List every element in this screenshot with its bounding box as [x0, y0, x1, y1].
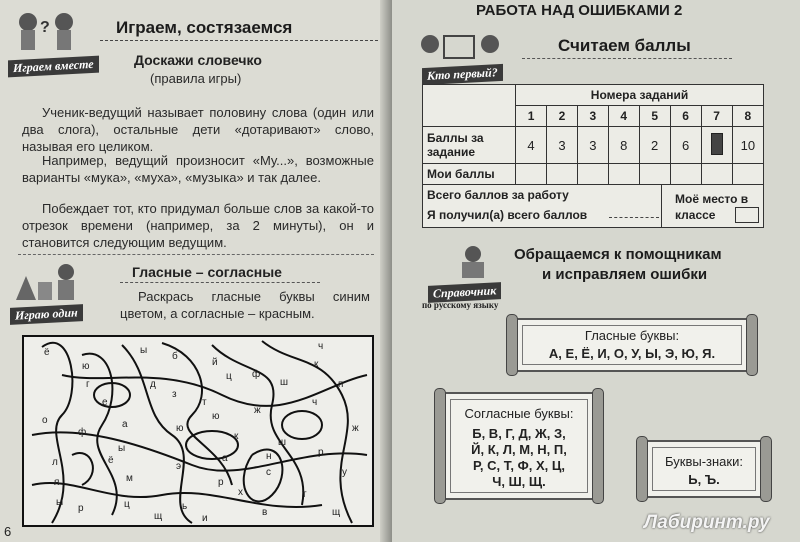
errors-heading: РАБОТА НАД ОШИБКАМИ 2	[476, 2, 683, 19]
maze-letter[interactable]: е	[102, 397, 108, 408]
maze-letter[interactable]: я	[54, 477, 60, 488]
score-badge: Кто первый?	[422, 64, 503, 85]
maze-letter[interactable]: ы	[118, 443, 126, 454]
maze-letter[interactable]: и	[202, 513, 208, 524]
helper-illustration	[448, 244, 498, 280]
rules-paragraph-2: Например, ведущий произносит «Му...», возможные варианты «мука», «муха», «музыка» и так далее.	[22, 153, 374, 185]
maze-letter[interactable]: г	[86, 379, 90, 390]
score-illustration	[416, 30, 506, 64]
maze-letter[interactable]: а	[122, 419, 128, 430]
divider	[18, 254, 374, 255]
points-4: 8	[608, 127, 639, 164]
vowels-title: Гласные буквы:	[584, 328, 680, 343]
letter-maze[interactable]	[22, 335, 374, 527]
kids-icon	[8, 8, 86, 54]
tasks-header: Номера заданий	[516, 85, 764, 106]
consonants-scroll	[442, 392, 596, 500]
play-together-illustration	[8, 8, 86, 54]
blocks-icon	[10, 262, 90, 302]
maze-letter[interactable]: х	[238, 487, 243, 498]
maze-letter[interactable]: м	[126, 473, 133, 484]
task-number-1: 1	[516, 106, 547, 127]
labirint-watermark: Лабиринт.ру	[644, 512, 770, 533]
game-subtitle: (правила игры)	[150, 71, 242, 86]
my-points-cell[interactable]	[608, 164, 639, 185]
my-points-cell[interactable]	[701, 164, 732, 185]
maze-letter[interactable]: т	[202, 397, 207, 408]
points-8: 10	[732, 127, 763, 164]
points-2: 3	[547, 127, 578, 164]
helper-badge-sub: по русскому языку	[422, 300, 499, 310]
maze-letter[interactable]: т	[302, 489, 307, 500]
maze-letter[interactable]: ж	[254, 405, 261, 416]
maze-letter[interactable]: н	[266, 451, 272, 462]
maze-letter[interactable]: ч	[312, 397, 318, 408]
my-points-cell[interactable]	[639, 164, 670, 185]
score-title: Считаем баллы	[558, 36, 691, 55]
maze-letter[interactable]: д	[150, 379, 156, 390]
maze-letter[interactable]: ж	[352, 423, 359, 434]
play-alone-illustration	[10, 262, 90, 302]
maze-letter[interactable]: ч	[318, 341, 324, 352]
title-underline	[120, 282, 320, 283]
helper-title-2: и исправляем ошибки	[542, 266, 708, 283]
helper-badge: Справочник	[428, 282, 501, 303]
task-number-5: 5	[639, 106, 670, 127]
signs-title: Буквы-знаки:	[665, 454, 743, 469]
consonants-line-4: Ч, Ш, Щ.	[492, 474, 546, 489]
maze-letter[interactable]: р	[218, 477, 224, 488]
section-title-vowels: Гласные – согласные	[132, 264, 282, 280]
maze-letter[interactable]: щ	[154, 511, 163, 522]
my-points-cell[interactable]	[670, 164, 701, 185]
maze-letter[interactable]: э	[176, 461, 182, 472]
my-points-cell[interactable]	[732, 164, 763, 185]
race-icon	[416, 30, 506, 64]
maze-letter[interactable]: щ	[332, 507, 341, 518]
consonants-title: Согласные буквы:	[464, 406, 574, 421]
left-page	[0, 0, 392, 542]
pencil-icon	[711, 133, 723, 155]
received-label: Я получил(а) всего баллов	[427, 208, 588, 222]
maze-letter[interactable]: ф	[252, 369, 261, 380]
maze-letter[interactable]: й	[212, 357, 218, 368]
score-table	[422, 84, 764, 228]
maze-letter[interactable]: п	[338, 379, 344, 390]
points-5: 2	[639, 127, 670, 164]
maze-letter[interactable]: ь	[182, 501, 188, 512]
book-helper-icon	[448, 244, 498, 280]
maze-letter[interactable]: ш	[280, 377, 289, 388]
maze-letter[interactable]: у	[342, 467, 347, 478]
play-together-badge: Играем вместе	[8, 56, 99, 78]
task-number-2: 2	[547, 106, 578, 127]
points-7	[701, 127, 732, 164]
section-title-play: Играем, состязаемся	[116, 18, 293, 37]
maze-letter[interactable]: ю	[176, 423, 184, 434]
maze-letter[interactable]: ю	[82, 361, 90, 372]
maze-letter[interactable]: ц	[124, 499, 130, 510]
helper-title-1: Обращаемся к помощникам	[514, 246, 722, 263]
maze-letter[interactable]: р	[318, 447, 324, 458]
maze-letter[interactable]: о	[42, 415, 48, 426]
signs-list: Ь, Ъ.	[688, 472, 720, 487]
my-points-label: Мои баллы	[423, 164, 516, 185]
consonants-line-2: Й, К, Л, М, Н, П,	[471, 442, 567, 457]
points-label: Баллы за задание	[423, 127, 516, 164]
title-underline	[522, 58, 732, 59]
place-divider	[661, 185, 662, 227]
page-number: 6	[4, 524, 12, 539]
total-label: Всего баллов за работу	[427, 188, 569, 202]
task-number-6: 6	[670, 106, 701, 127]
rules-paragraph-1: Ученик-ведущий называет половину слова (один или два слога), остальные дети «дотаривают» слово, называя его целиком.	[22, 105, 374, 154]
task-number-3: 3	[577, 106, 608, 127]
received-input[interactable]	[609, 217, 659, 218]
maze-letter[interactable]: р	[78, 503, 84, 514]
maze-letter[interactable]: ё	[44, 347, 50, 358]
play-alone-badge: Играю один	[10, 304, 83, 325]
vowels-list: А, Е, Ё, И, О, У, Ы, Э, Ю, Я.	[548, 346, 716, 361]
game-title: Доскажи словечко	[134, 52, 262, 68]
signs-scroll	[644, 440, 764, 498]
maze-letter[interactable]: ы	[56, 497, 64, 508]
maze-letter[interactable]: ы	[140, 345, 148, 356]
rules-paragraph-3: Побеждает тот, кто придумал больше слов за какой-то отрезок времени (например, за 2 минуты), он и становится следующим ведущим.	[22, 201, 374, 250]
task-number-8: 8	[732, 106, 763, 127]
vowels-scroll	[514, 318, 750, 372]
points-3: 3	[577, 127, 608, 164]
my-points-cell[interactable]	[577, 164, 608, 185]
maze-letter[interactable]: ё	[108, 455, 114, 466]
place-label: Моё место в классе	[675, 192, 749, 222]
consonants-line-3: Р, С, Т, Ф, Х, Ц,	[473, 458, 565, 473]
maze-letter[interactable]: ф	[78, 427, 87, 438]
maze-letter[interactable]: к	[314, 359, 319, 370]
my-points-cell[interactable]	[516, 164, 547, 185]
maze-letter[interactable]: к	[234, 431, 239, 442]
maze-letter[interactable]: б	[172, 351, 178, 362]
maze-letter[interactable]: с	[266, 467, 271, 478]
maze-letter[interactable]: в	[262, 507, 268, 518]
title-underline	[100, 40, 378, 41]
points-6: 6	[670, 127, 701, 164]
task-number-7: 7	[701, 106, 732, 127]
maze-svg[interactable]	[22, 335, 374, 527]
my-points-cell[interactable]	[547, 164, 578, 185]
svg-text:?: ?	[40, 19, 50, 36]
task-number-4: 4	[608, 106, 639, 127]
maze-letter[interactable]: з	[172, 389, 177, 400]
maze-letter[interactable]: ц	[226, 371, 232, 382]
maze-letter[interactable]: л	[52, 457, 58, 468]
maze-letter[interactable]: а	[222, 453, 228, 464]
maze-letter[interactable]: ю	[212, 411, 220, 422]
consonants-line-1: Б, В, Г, Д, Ж, З,	[472, 426, 566, 441]
maze-letter[interactable]: ш	[278, 437, 287, 448]
right-page	[392, 0, 800, 542]
coloring-instruction: Раскрась гласные буквы синим цветом, а согласные – красным.	[120, 289, 370, 321]
place-box[interactable]	[735, 207, 759, 223]
points-1: 4	[516, 127, 547, 164]
